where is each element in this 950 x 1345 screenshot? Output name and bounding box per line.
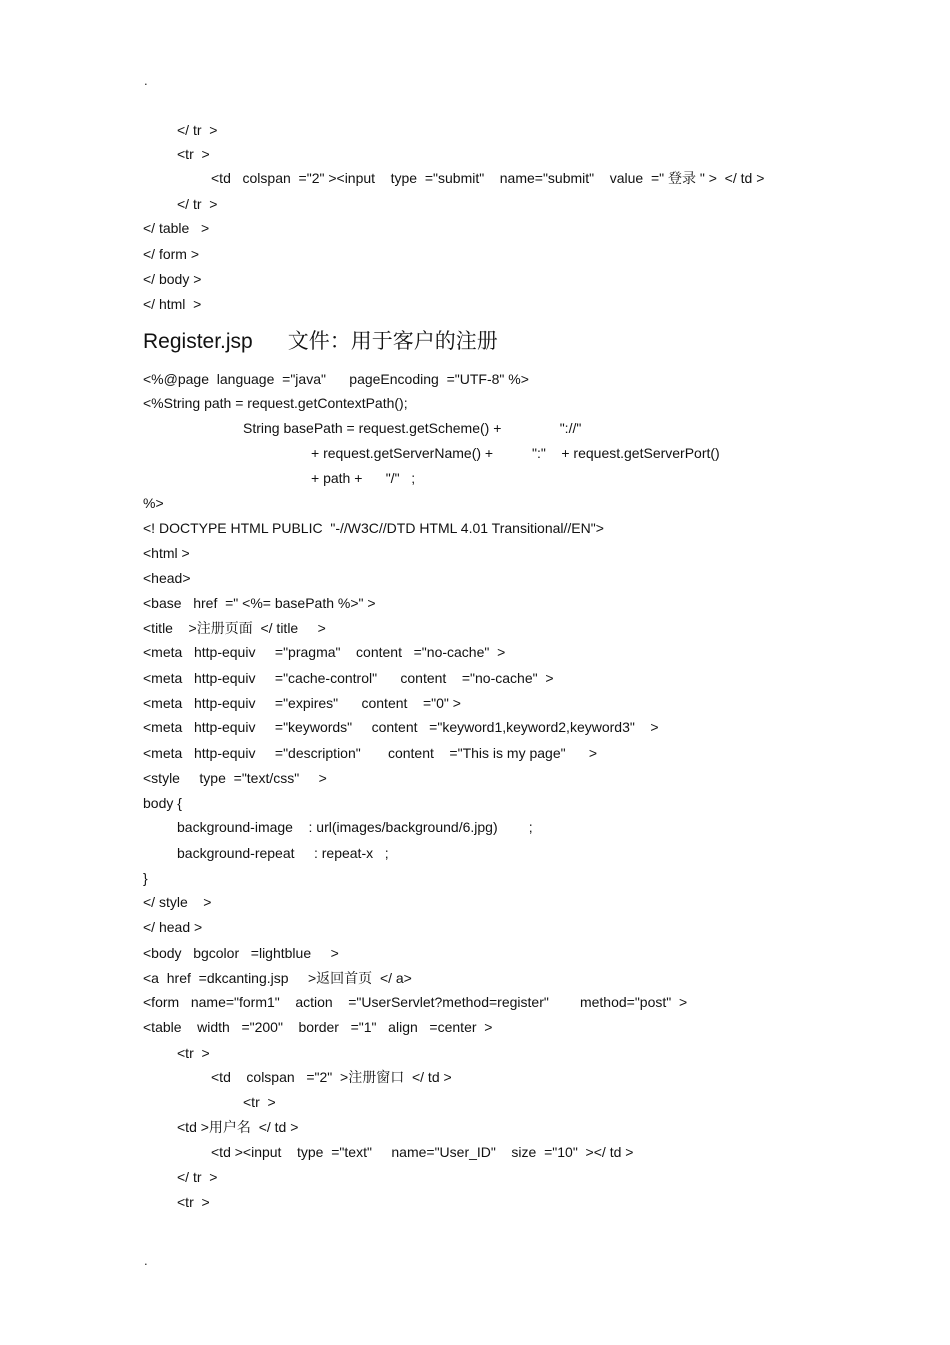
code-line: </ form > — [143, 246, 200, 262]
code-line: </ tr > — [177, 1169, 218, 1185]
code-line: <style type ="text/css" > — [143, 770, 327, 786]
code-line: <tr > — [177, 1194, 210, 1210]
code-line: + path + "/" ; — [311, 470, 416, 486]
code-line: String basePath = request.getScheme() + "://" — [243, 420, 582, 436]
code-line: <! DOCTYPE HTML PUBLIC "-//W3C//DTD HTML 4.01 Transitional//EN"> — [143, 520, 604, 536]
code-line: <td colspan ="2" >注册窗口 </ td > — [211, 1069, 452, 1085]
code-line: <tr > — [177, 1045, 210, 1061]
code-line: + request.getServerName() + ":" + request.getServerPort() — [311, 445, 720, 461]
code-line: <body bgcolor =lightblue > — [143, 945, 339, 961]
code-line: <meta http-equiv ="pragma" content ="no-cache" > — [143, 644, 506, 660]
code-line: <tr > — [243, 1094, 276, 1110]
page-bottom-mark: . — [144, 1253, 148, 1268]
page-top-mark: . — [144, 73, 148, 88]
code-line: <td >用户名 </ td > — [177, 1119, 299, 1135]
code-line: </ html > — [143, 296, 202, 312]
code-line: <td ><input type ="text" name="User_ID" size ="10" ></ td > — [211, 1144, 634, 1160]
code-line: <%String path = request.getContextPath(); — [143, 395, 408, 411]
code-line: body { — [143, 795, 182, 811]
code-line: <form name="form1" action ="UserServlet?method=register" method="post" > — [143, 994, 688, 1010]
code-line: </ body > — [143, 271, 202, 287]
code-line: <base href =" <%= basePath %>" > — [143, 595, 376, 611]
code-line: </ head > — [143, 919, 203, 935]
code-line: <meta http-equiv ="keywords" content ="keyword1,keyword2,keyword3" > — [143, 719, 659, 735]
code-line: <meta http-equiv ="description" content ="This is my page" > — [143, 745, 598, 761]
code-line: </ tr > — [177, 122, 218, 138]
code-line: background-image : url(images/background/6.jpg) ; — [177, 819, 533, 835]
code-line: background-repeat : repeat-x ; — [177, 845, 389, 861]
code-line: <%@page language ="java" pageEncoding ="UTF-8" %> — [143, 371, 529, 387]
code-line: </ style > — [143, 894, 212, 910]
code-line: <meta http-equiv ="cache-control" content ="no-cache" > — [143, 670, 554, 686]
code-line: } — [143, 870, 148, 886]
code-line: </ table > — [143, 220, 210, 236]
code-line: <html > — [143, 545, 190, 561]
code-line: <tr > — [177, 146, 210, 162]
code-line: <table width ="200" border ="1" align =center > — [143, 1019, 493, 1035]
code-line: <head> — [143, 570, 191, 586]
section-heading: Register.jsp 文件：用于客户的注册 — [143, 330, 498, 353]
code-line: <a href =dkcanting.jsp >返回首页 </ a> — [143, 970, 412, 986]
code-line: <td colspan ="2" ><input type ="submit" name="submit" value =" 登录 " > </ td > — [211, 170, 765, 186]
code-line: <meta http-equiv ="expires" content ="0" > — [143, 695, 461, 711]
code-line: <title >注册页面 </ title > — [143, 620, 326, 636]
code-line: </ tr > — [177, 196, 218, 212]
code-line: %> — [143, 495, 164, 511]
